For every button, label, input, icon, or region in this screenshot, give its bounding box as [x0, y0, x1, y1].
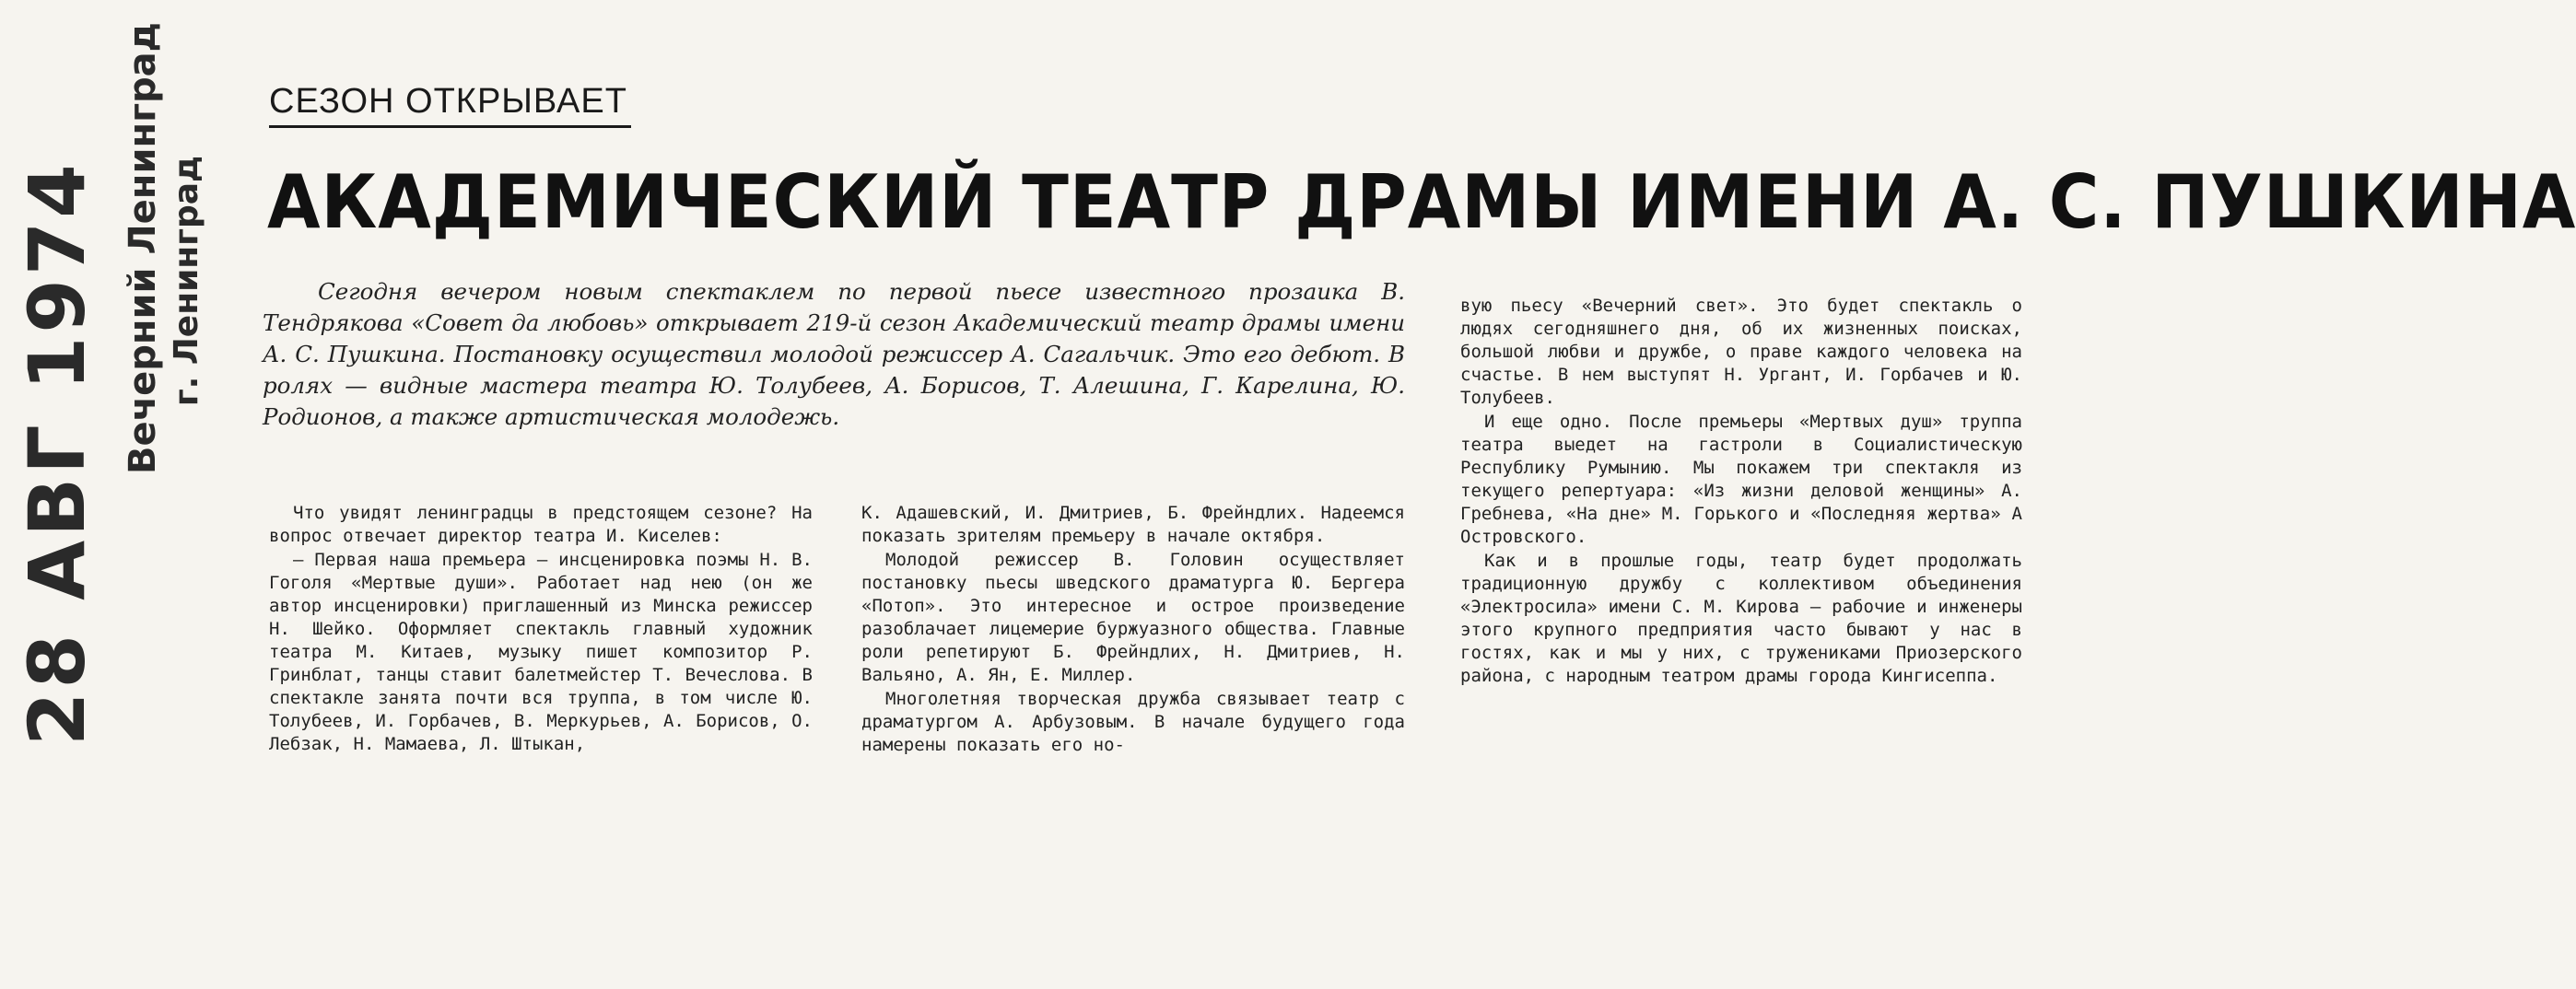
newspaper-name: Вечерний Ленинград	[122, 22, 164, 474]
column-paragraph: К. Адашевский, И. Дмитриев, Б. Фрейндлих. Надеемся показать зрителям премьеру в начале октября.	[861, 503, 1405, 546]
article-headline: АКАДЕМИЧЕСКИЙ ТЕАТР ДРАМЫ ИМЕНИ А. С. ПУШКИНА	[267, 159, 2576, 245]
article-lead: Сегодня вечером новым спектаклем по первой пьесе известного прозаика В. Тендрякова «Совет да любовь» открывает 219-й сезон Академический театр драмы имени А. С. Пушкина. Постановку осуществил молодой режиссер А. Сагальчик. Это его дебют. В ролях — видные мастера театра Ю. Толубеев, А. Борисов, Т. Алешина, Г. Карелина, Ю. Родионов, а также артистическая молодежь.	[263, 278, 1405, 430]
column-paragraph: Что увидят ленинградцы в предстоящем сезоне? На вопрос отвечает директор театра И. Киселев:	[269, 503, 813, 546]
article-column-3	[1460, 295, 2022, 688]
column-paragraph: — Первая наша премьера — инсценировка поэмы Н. В. Гоголя «Мертвые души». Работает над нею (он же автор инсценировки) приглашенный из Минска режиссер Н. Шейко. Оформляет спектакль главный художник театра М. Китаев, музыку пишет композитор Р. Гринблат, танцы ставит балетмейстер Т. Вечеслова. В спектакле занята почти вся труппа, в том числе Ю. Толубеев, И. Горбачев, В. Меркурьев, А. Борисов, О. Лебзак, Н. Мамаева, Л. Штыкан,	[269, 550, 813, 754]
column-paragraph: Молодой режиссер В. Головин осуществляет постановку пьесы шведского драматурга Ю. Бергера «Потоп». Это интересное и острое произведение разоблачает лицемерие буржуазного общества. Главные роли репетируют Б. Фрейндлих, Н. Дмитриев, Н. Вальяно, А. Ян, Е. Миллер.	[861, 550, 1405, 685]
article-column-2	[861, 502, 1405, 757]
date-stamp: 28 АВГ 1974	[12, 160, 102, 746]
column-paragraph: И еще одно. После премьеры «Мертвых душ» труппа театра выедет на гастроли в Социалистическую Республику Румынию. Мы покажем три спектакля из текущего репертуара: «Из жизни деловой женщины» А. Гребнева, «На дне» М. Горького и «Последняя жертва» А Островского.	[1460, 412, 2022, 547]
newspaper-source	[120, 22, 208, 474]
column-paragraph: Как и в прошлые годы, театр будет продолжать традиционную дружбу с коллективом объединения «Электросила» имени С. М. Кирова — рабочие и инженеры этого крупного предприятия часто бывают у нас в гостях, как и мы у них, с тружениками Приозерского района, с народным театром драмы города Кингисеппа.	[1460, 551, 2022, 686]
article-column-1	[269, 502, 813, 756]
article-rubric: СЕЗОН ОТКРЫВАЕТ	[269, 79, 631, 128]
column-paragraph: Многолетняя творческая дружба связывает театр с драматургом А. Арбузовым. В начале будущего года намерены показать его но-	[861, 689, 1405, 755]
newspaper-city: г. Ленинград	[168, 155, 205, 407]
column-paragraph: вую пьесу «Вечерний свет». Это будет спектакль о людях сегодняшнего дня, об их жизненных поисках, большой любви и дружбе, о праве каждого человека на счастье. В нем выступят Н. Ургант, И. Горбачев и Ю. Толубеев.	[1460, 296, 2022, 408]
